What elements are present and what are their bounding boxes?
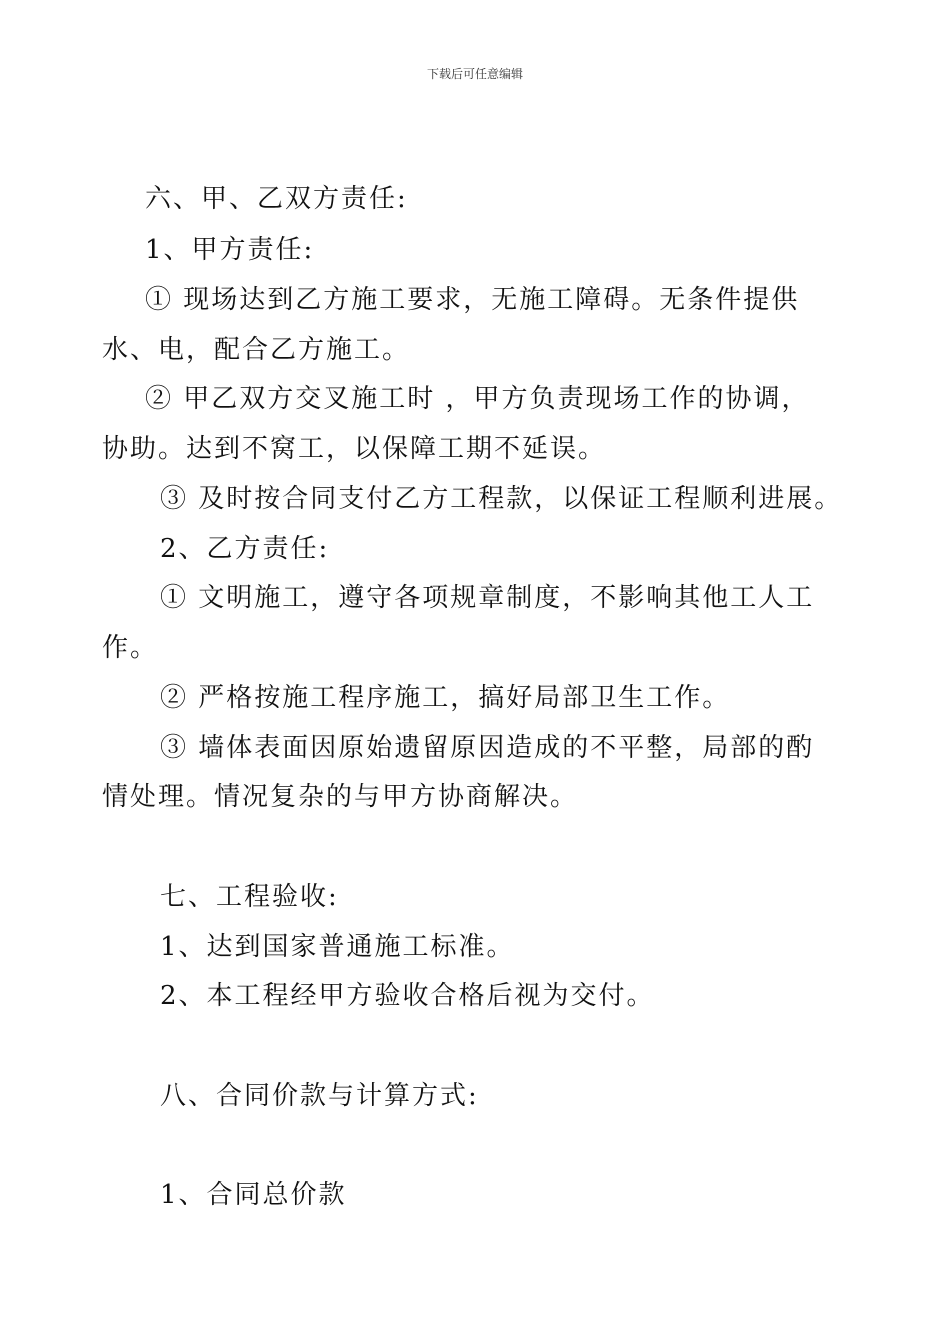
section-6-title: 六、甲、乙双方责任: <box>145 184 408 214</box>
section-8-title: 八、合同价款与计算方式: <box>160 1081 479 1111</box>
party-a-item-3: ③ 及时按合同支付乙方工程款，以保证工程顺利进展。 <box>160 484 843 514</box>
party-a-item-2-line-2: 协助。达到不窝工，以保障工期不延误。 <box>102 434 607 464</box>
party-a-item-1-line-1: ① 现场达到乙方施工要求，无施工障碍。无条件提供 <box>145 285 800 315</box>
party-a-heading: 1、甲方责任: <box>145 235 315 265</box>
party-b-item-3-line-2: 情处理。情况复杂的与甲方协商解决。 <box>102 782 579 812</box>
party-b-item-3-line-1: ③ 墙体表面因原始遗留原因造成的不平整，局部的酌 <box>160 733 815 763</box>
party-b-item-2: ② 严格按施工程序施工，搞好局部卫生工作。 <box>160 683 731 713</box>
section-7-item-2: 2、本工程经甲方验收合格后视为交付。 <box>160 981 655 1011</box>
party-a-item-1-line-2: 水、电，配合乙方施工。 <box>102 335 411 365</box>
section-7-item-1: 1、达到国家普通施工标准。 <box>160 932 515 962</box>
page-header: 下载后可任意编辑 <box>426 67 523 81</box>
party-b-item-1-line-1: ① 文明施工，遵守各项规章制度，不影响其他工人工 <box>160 583 815 613</box>
section-8-item-1: 1、合同总价款 <box>160 1180 347 1210</box>
party-b-heading: 2、乙方责任: <box>160 534 330 564</box>
party-a-item-2-line-1: ② 甲乙双方交叉施工时 ，甲方负责现场工作的协调， <box>145 384 810 414</box>
section-7-title: 七、工程验收: <box>160 882 339 912</box>
party-b-item-1-line-2: 作。 <box>102 633 159 663</box>
